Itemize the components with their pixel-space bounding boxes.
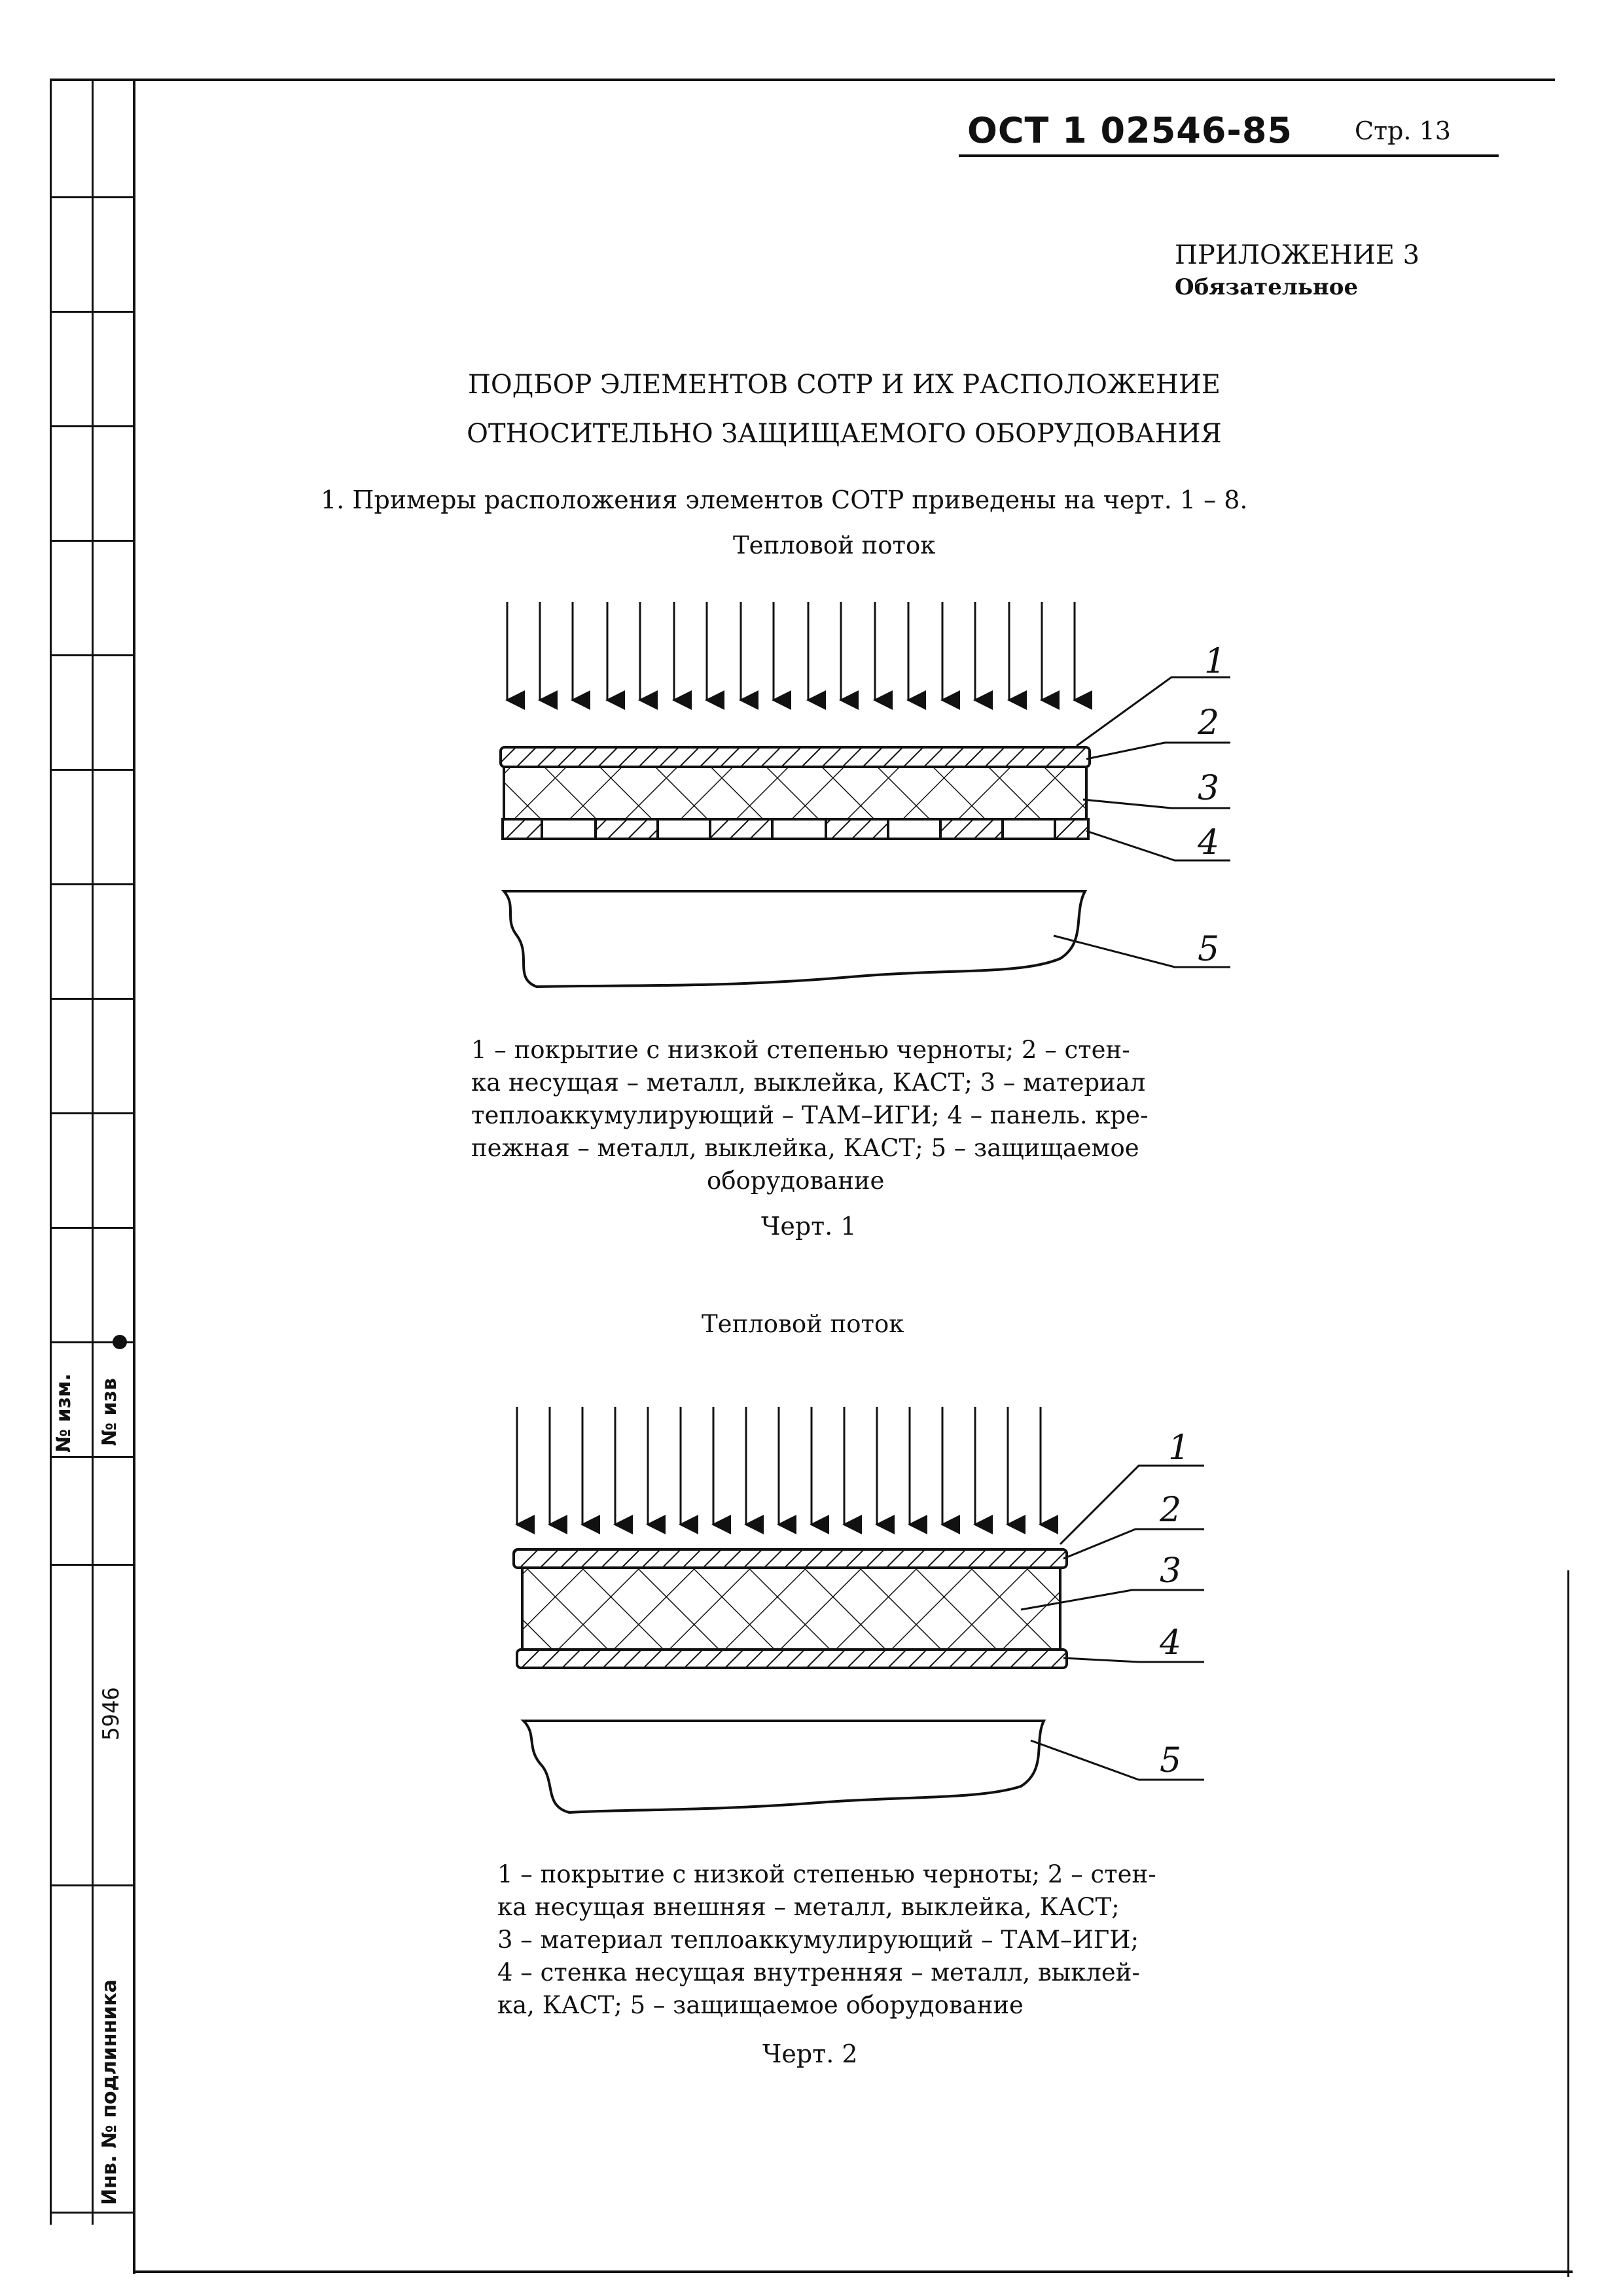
fig1-label-3: 3	[1198, 769, 1220, 808]
fig2-heading: Тепловой поток	[702, 1310, 904, 1338]
fig1-label-1: 1	[1204, 642, 1226, 681]
fig2-caption: Черт. 2	[762, 2040, 858, 2068]
fig2-layer-2-outer-wall	[514, 1549, 1067, 1568]
ink-dot	[113, 1335, 127, 1349]
fig1-label-2: 2	[1198, 703, 1220, 743]
section-title-line1: ПОДБОР ЭЛЕМЕНТОВ СОТР И ИХ РАСПОЛОЖЕНИЕ	[468, 370, 1221, 400]
fig1-heading: Тепловой поток	[733, 531, 936, 559]
appendix-title: ПРИЛОЖЕНИЕ 3	[1175, 240, 1420, 270]
fig1-label-5: 5	[1198, 930, 1220, 969]
figure-1-diagram	[0, 0, 1623, 1021]
appendix-status: Обязательное	[1175, 274, 1359, 300]
fig2-legend: 1 – покрытие с низкой степенью черноты; 2 – стен- ка несущая внешняя – металл, выклейка, КАСТ; 3 – материал теплоаккумулирующий – ТАМ–ИГИ; 4 – стенка несущая внутренняя – металл, выклей- ка, КАСТ; 5 – защищаемое оборудование	[497, 1860, 1156, 2019]
fig1-label-4: 4	[1198, 823, 1220, 862]
intro-paragraph: 1. Примеры расположения элементов СОТР приведены на черт. 1 – 8.	[321, 486, 1248, 514]
fig2-label-5: 5	[1160, 1741, 1182, 1780]
fig1-legend: 1 – покрытие с низкой степенью черноты; 2 – стен- ка несущая – металл, выклейка, КАСТ; 3 – материал теплоаккумулирующий – ТАМ–ИГИ; 4 – панель. кре- пежная – металл, выклейка, КАСТ; 5 – защищаемое оборудование	[471, 1036, 1149, 1195]
fig2-layer-4-inner-wall	[517, 1650, 1067, 1668]
section-title-line2: ОТНОСИТЕЛЬНО ЗАЩИЩАЕМОГО ОБОРУДОВАНИЯ	[467, 419, 1222, 449]
figure-2-diagram	[0, 1374, 1623, 1832]
fig2-label-2: 2	[1160, 1491, 1182, 1530]
heat-flux-arrows-1	[507, 602, 1075, 700]
fig2-label-1: 1	[1168, 1428, 1190, 1468]
heat-flux-arrows-2	[517, 1407, 1041, 1525]
fig1-layer-3-material	[504, 767, 1086, 819]
fig2-layer-3-material	[522, 1568, 1060, 1650]
fig1-item-5-equipment	[504, 891, 1085, 987]
document-code: ОСТ 1 02546-85	[967, 110, 1293, 151]
fig2-label-3: 3	[1160, 1551, 1182, 1591]
stamp-change-no: № изм.	[52, 1373, 75, 1453]
fig2-label-4: 4	[1160, 1623, 1182, 1663]
stamp-notice-no: № изв	[98, 1378, 121, 1446]
stamp-inventory-number: 5946	[98, 1687, 124, 1740]
fig1-layer-2-wall	[501, 747, 1090, 767]
fig1-layer-4-panel	[503, 819, 1088, 839]
stamp-original-inventory: Инв. № подлинника	[98, 1979, 121, 2205]
fig1-caption: Черт. 1	[761, 1212, 857, 1241]
fig2-item-5-equipment	[524, 1721, 1044, 1812]
page-number: Стр. 13	[1355, 116, 1451, 145]
